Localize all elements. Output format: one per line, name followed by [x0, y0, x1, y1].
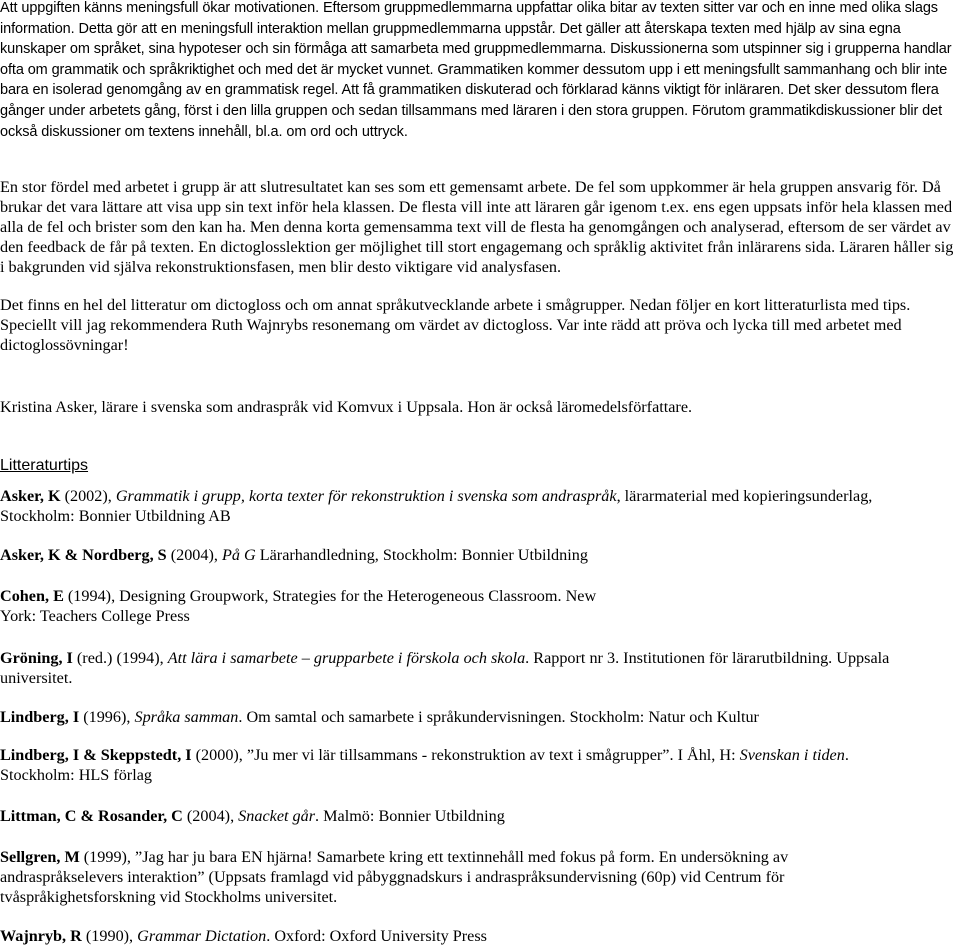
- literature-heading: Litteraturtips: [0, 457, 89, 474]
- reference-item: Lindberg, I & Skeppstedt, I (2000), ”Ju mer vi lär tillsammans - rekonstruktion av text i smågrupper”. I Åhl, H: Svenskan i tiden. Stockholm: HLS förlag: [0, 746, 849, 784]
- reference-item: Asker, K (2002), Grammatik i grupp, korta texter för rekonstruktion i svenska som andraspråk, lärarmaterial med kopieringsunderlag, Stockholm: Bonnier Utbildning AB: [0, 487, 873, 525]
- paragraph-literature-intro: Det finns en hel del litteratur om dictogloss och om annat språkutvecklande arbete i smågrupper. Nedan följer en kort litteraturlista med tips. Speciellt vill jag rekommendera Ruth Wajnrybs resonemang om värdet av dictogloss. Var inte rädd att pröva och lycka till med arbetet med dictoglossövningar!: [0, 296, 911, 354]
- reference-item: Cohen, E (1994), Designing Groupwork, Strategies for the Heterogeneous Classroom. New York: Teachers College Press: [0, 587, 597, 625]
- paragraph-dictogloss-motivation: Att uppgiften känns meningsfull ökar motivationen. Eftersom gruppmedlemmarna uppfattar olika bitar av texten sitter var och en inne med olika slags information. Detta gör att en meningsfull interaktion mellan gruppmedlemmarna uppstår. Det gäller att återskapa texten med hjälp av sina egna kunskaper om språket, sina hypoteser och sin förmåga att samarbeta med gruppmedlemmarna. Diskussionerna som utspinner sig i grupperna handlar ofta om grammatik och språkriktighet och med det är mycket vunnet. Grammatiken kommer dessutom upp i ett meningsfullt sammanhang och blir inte bara en isolerad genomgång av en grammatisk regel. Att få grammatiken diskuterad och förklarad känns viktigt för inläraren. Det sker dessutom flera gånger under arbetets gång, först i den lilla gruppen och sedan tillsammans med läraren i den stora gruppen. Förutom grammatikdiskussioner blir det också diskussioner om textens innehåll, bl.a. om ord och uttryck.: [0, 0, 952, 140]
- paragraph-group-advantage: En stor fördel med arbetet i grupp är att slutresultatet kan ses som ett gemensamt arbete. De fel som uppkommer är hela gruppen ansvarig för. Då brukar det vara lättare att visa upp sin text inför hela klassen. De flesta vill inte att läraren går igenom t.ex. ens egen uppsats inför hela klassen med alla de fel och brister som den kan ha. Men denna korta gemensamma text vill de flesta ha genomgången och analyserad, eftersom de ser värdet av den feedback de får på texten. En dictoglosslektion ger möjlighet till stort engagemang och språklig aktivitet från inlärarens sida. Läraren håller sig i bakgrunden vid själva rekonstruktionsfasen, men blir desto viktigare vid analysfasen.: [0, 178, 954, 276]
- author-note: Kristina Asker, lärare i svenska som andraspråk vid Komvux i Uppsala. Hon är också läromedelsförfattare.: [0, 398, 693, 416]
- reference-item: Wajnryb, R (1990), Grammar Dictation. Oxford: Oxford University Press: [0, 927, 487, 945]
- reference-item: Lindberg, I (1996), Språka samman. Om samtal och samarbete i språkundervisningen. Stockholm: Natur och Kultur: [0, 708, 759, 726]
- reference-item: Gröning, I (red.) (1994), Att lära i samarbete – grupparbete i förskola och skola. Rapport nr 3. Institutionen för lärarutbildning. Uppsala universitet.: [0, 649, 890, 687]
- reference-item: Asker, K & Nordberg, S (2004), På G Lärarhandledning, Stockholm: Bonnier Utbildning: [0, 546, 588, 564]
- reference-item: Sellgren, M (1999), ”Jag har ju bara EN hjärna! Samarbete kring ett textinnehåll med fokus på form. En undersökning av andraspråkselevers interaktion” (Uppsats framlagd vid påbyggnadskurs i andraspråksundervisning (60p) vid Centrum för tvåspråkighetsforskning vid Stockholms universitet.: [0, 848, 789, 906]
- reference-item: Littman, C & Rosander, C (2004), Snacket går. Malmö: Bonnier Utbildning: [0, 807, 505, 825]
